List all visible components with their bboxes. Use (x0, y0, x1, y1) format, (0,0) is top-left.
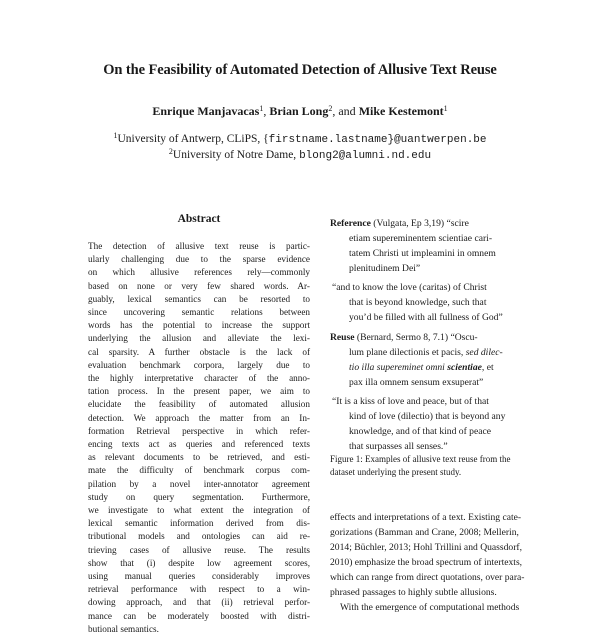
abstract-line: mate the difficulty of benchmark corpus com- (88, 465, 310, 476)
author-name: Mike Kestemont (358, 104, 444, 118)
caption-line: Figure 1: Examples of allusive text reuse from the (330, 454, 511, 464)
abstract-line: since uncovering semantic relations between (88, 307, 310, 318)
example-label: Reuse (330, 332, 355, 343)
example-line (330, 360, 533, 375)
abstract-line: show that (i) despite low agreement scores, (88, 557, 310, 568)
example-line: you’d be filled with all fullness of God” (349, 312, 503, 323)
abstract-line: words has the potential to increase the support (88, 320, 310, 331)
abstract-line: underlying the allusion and alleviate the lexi- (88, 333, 310, 344)
author-separator: , and (332, 104, 359, 118)
example-source: (Bernard, Sermo 8, 7.1) (356, 332, 449, 343)
figure-example-reuse (330, 330, 533, 390)
figure-caption (330, 453, 535, 478)
paper-title: On the Feasibility of Automated Detection of Allusive Text Reuse (103, 62, 497, 78)
example-line: etiam supereminentem scientiae cari- (349, 233, 493, 244)
example-label: Reference (330, 218, 371, 229)
abstract-line: as relevant documents to be retrieved, and esti- (88, 452, 310, 463)
example-latin: , et (481, 362, 494, 373)
example-latin-italic: sed dilec- (465, 347, 503, 358)
abstract-line: on which allusive references rely—commonly (88, 267, 310, 278)
affil-domain: }@uantwerpen.be (387, 134, 487, 146)
abstract-line: encing texts act as queries and referenced texts (88, 439, 310, 450)
body-line: which can range from direct quotations, over para- (330, 572, 525, 583)
abstract-line: elucidate the feasibility of automated allusion (88, 399, 310, 410)
example-latin: “Oscu- (448, 332, 478, 343)
author-line (0, 104, 600, 119)
example-line (330, 345, 533, 360)
figure-example-reference-translation (330, 280, 533, 325)
abstract-body (88, 240, 310, 636)
abstract-heading: Abstract (177, 213, 221, 225)
affil-mark: 1 (113, 131, 118, 140)
abstract-line: lexical semantic information derived from dis- (88, 518, 310, 529)
caption-line: dataset underlying the present study. (330, 466, 462, 477)
abstract-line: we investigate to what extent the integration of (88, 505, 310, 516)
example-line: knowledge, and of that kind of peace (349, 426, 491, 437)
abstract-line: butional semantics. (88, 623, 159, 634)
abstract-line: ularly challenging due to the sparse evidence (88, 254, 310, 265)
affil-email: blong2@alumni.nd.edu (299, 150, 432, 162)
author-name: Brian Long (269, 104, 329, 118)
affil-org: University of Antwerp, CLiPS, { (117, 133, 269, 145)
author-separator: , (263, 104, 270, 118)
affil-org: University of Notre Dame, (172, 149, 300, 161)
body-line: phrased passages to highly subtle allusions. (330, 587, 497, 598)
affil-mark: 2 (168, 147, 173, 156)
abstract-line: tation process. In the present paper, we aim to (88, 386, 310, 397)
example-line: “It is a kiss of love and peace, but of that (332, 396, 489, 407)
abstract-line: cal sparsity. A further obstacle is the lack of (88, 346, 310, 357)
example-line: pax illa omnem sensum exsuperat” (349, 377, 484, 388)
body-line: With the emergence of computational methods (340, 602, 520, 613)
affiliation-line (0, 131, 600, 146)
body-line: effects and interpretations of a text. Existing cate- (330, 512, 522, 523)
abstract-line: mance can be moderately boosted with distri- (88, 610, 310, 621)
abstract-line: the highly interpretative character of the anno- (88, 373, 310, 384)
figure-example-reference (330, 216, 533, 276)
abstract-line: using manual queries considerably improves (88, 571, 310, 582)
abstract-line: pilation by a novel inter-annotator agreement (88, 478, 310, 489)
author-affil-mark: 1 (443, 104, 448, 113)
example-line (330, 216, 533, 231)
example-latin: lum plane dilectionis et pacis, (349, 347, 466, 358)
abstract-line: tributional models and ontologies can aid re- (88, 531, 310, 542)
example-latin-italic: tio illa supereminet omni (349, 362, 448, 373)
abstract-line: trieving cases of allusive reuse. The results (88, 544, 310, 555)
body-line: 2010) emphasize the broad spectrum of intertexts, (330, 557, 523, 568)
body-line: gorizations (Bamman and Crane, 2008; Mellerin, (330, 527, 519, 538)
body-line: 2014; Büchler, 2013; Hohl Trillini and Quassdorf, (330, 542, 523, 553)
affiliation-line (0, 147, 600, 162)
example-line: “and to know the love (caritas) of Christ (332, 282, 487, 293)
example-line: plenitudinem Dei” (349, 263, 421, 274)
abstract-line: dowing approach, and that (ii) retrieval perfor- (88, 597, 310, 608)
abstract-line: guably, lexical semantics can be resorted to (88, 293, 310, 304)
abstract-line: based on none or very few shared words. Ar- (88, 280, 310, 291)
example-line: tatem Christi ut impleamini in omnem (349, 248, 496, 259)
abstract-line: formation Retrieval perspective in which refer- (88, 425, 310, 436)
example-latin-bold: scientiae (447, 362, 482, 373)
example-line (330, 330, 533, 345)
author-affil-mark: 1 (259, 104, 264, 113)
author-name: Enrique Manjavacas (152, 104, 260, 118)
example-source: (Vulgata, Ep 3,19) (373, 218, 445, 229)
abstract-line: evaluation benchmark corpora, largely due to (88, 359, 310, 370)
example-line: that is beyond knowledge, such that (349, 297, 487, 308)
abstract-line: study on query segmentation. Furthermore, (88, 491, 310, 502)
example-line: kind of love (dilectio) that is beyond any (349, 411, 506, 422)
author-affil-mark: 2 (328, 104, 333, 113)
example-line: that surpasses all senses.” (349, 441, 448, 452)
figure-example-reuse-translation (330, 394, 533, 454)
body-paragraph (330, 510, 540, 615)
abstract-line: detection. We approach the matter from an In- (88, 412, 310, 423)
abstract-line: The detection of allusive text reuse is partic- (88, 241, 310, 251)
affil-email: firstname.lastname (268, 134, 388, 146)
abstract-line: retrieval performance with respect to a win- (88, 584, 310, 595)
example-latin: “scire (444, 218, 469, 229)
